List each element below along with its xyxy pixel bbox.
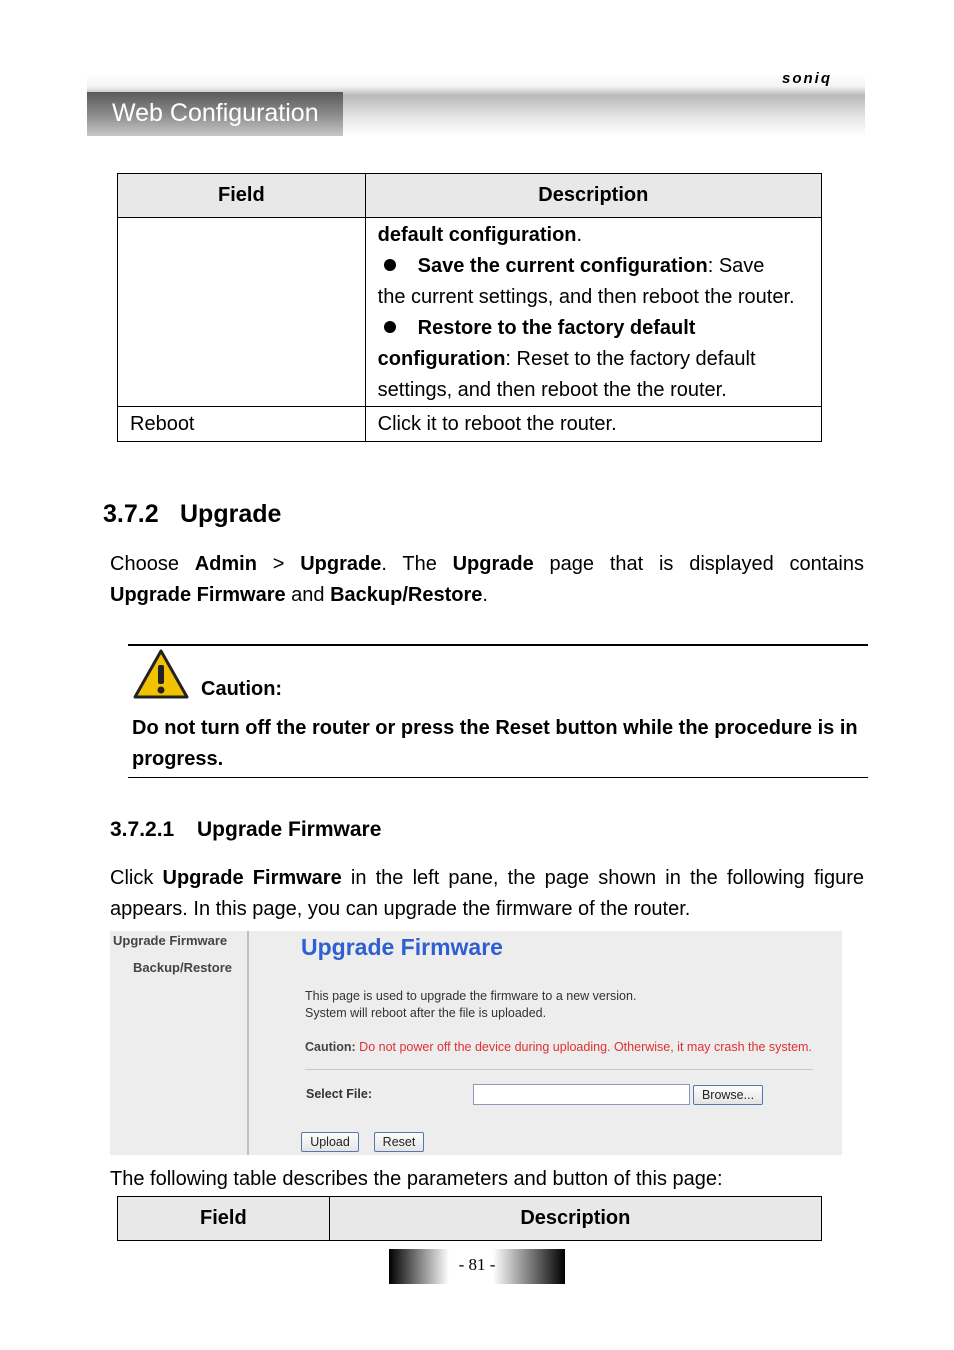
- nav-backup-restore: Backup/Restore: [133, 960, 232, 975]
- caution-box: [128, 644, 868, 778]
- select-file-label: Select File:: [306, 1087, 372, 1101]
- table-header-description: Description: [329, 1197, 821, 1241]
- brand-logo: soniq: [782, 70, 832, 87]
- table-header-field: Field: [118, 1197, 330, 1241]
- table-cell-description: Click it to reboot the router.: [365, 407, 821, 442]
- section-heading: 3.7.2 Upgrade: [103, 500, 282, 528]
- browse-button: Browse...: [693, 1085, 763, 1105]
- caution-text: Do not turn off the router or press the Reset button while the procedure is in progress.: [132, 717, 858, 770]
- table-intro-text: The following table describes the parameters and button of this page:: [110, 1168, 723, 1190]
- reset-button: Reset: [374, 1132, 424, 1152]
- caution-label: Caution:: [201, 678, 283, 700]
- header-section-title: Web Configuration: [112, 99, 319, 127]
- file-path-input: [473, 1084, 690, 1105]
- bullet-icon: [378, 251, 418, 282]
- table-cell-field: Reboot: [118, 407, 366, 442]
- parameter-table-continued: [117, 173, 822, 442]
- subsection-heading: 3.7.2.1 Upgrade Firmware: [110, 818, 382, 841]
- parameter-table: [117, 1196, 822, 1241]
- screenshot-caution: Caution: Do not power off the device during uploading. Otherwise, it may crash the system.: [305, 1040, 812, 1054]
- page-number: - 81 -: [458, 1255, 496, 1274]
- bullet-icon: [378, 313, 418, 344]
- intro-paragraph: Choose Admin > Upgrade. The Upgrade page that is displayed contains Upgrade Firmware and Backup/Restore.: [110, 553, 864, 606]
- screenshot-description: This page is used to upgrade the firmware to a new version. System will reboot after the file is uploaded.: [305, 989, 637, 1020]
- screenshot-left-pane: [110, 931, 249, 1155]
- upload-button: Upload: [301, 1132, 359, 1152]
- warning-icon: [132, 648, 190, 700]
- screenshot-divider: [305, 1069, 813, 1070]
- screenshot-title: Upgrade Firmware: [301, 934, 503, 960]
- table-cell-field: [118, 218, 366, 407]
- nav-upgrade-firmware: Upgrade Firmware: [113, 933, 228, 948]
- table-header-description: Description: [365, 174, 821, 218]
- upgrade-firmware-screenshot: [110, 931, 842, 1155]
- table-header-field: Field: [118, 174, 366, 218]
- subsection-paragraph: Click Upgrade Firmware in the left pane, the page shown in the following figure appears. In this page, you can upgrade the firmware of the router.: [110, 867, 864, 920]
- table-cell-description: default configuration. Save the current configuration: Save the current settings, and then reboot the router. Restore to the factory default configuration: Reset to the factory default settings, and then reboot the the router.: [365, 218, 821, 407]
